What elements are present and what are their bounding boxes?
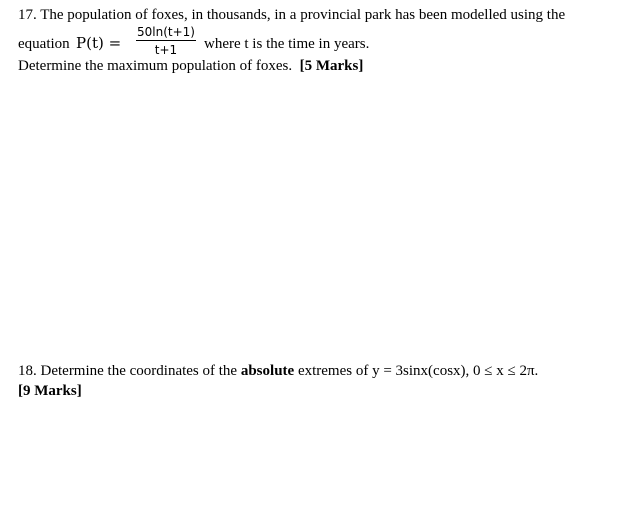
question-17-marks: [5 Marks]: [299, 58, 364, 74]
question-18-marks: [9 Marks]: [18, 383, 82, 399]
question-18-text-after: extremes of y = 3sinx(cosx), 0 ≤ x ≤ 2π.: [297, 363, 539, 379]
fraction-denominator: t+1: [154, 43, 178, 57]
question-17-task-text: Determine the maximum population of foxes.: [18, 58, 293, 74]
fraction-numerator: 50ln(t+1): [137, 25, 195, 39]
question-18-marks-line: [18, 382, 82, 400]
question-17-intro: [18, 6, 565, 24]
question-18-text-before: 18. Determine the coordinates of the: [18, 363, 238, 379]
fraction: [136, 25, 196, 57]
equation-suffix: where t is the time in years.: [204, 36, 370, 52]
question-18-bold-word: absolute: [240, 363, 295, 379]
function-lhs: P(t) =: [76, 34, 122, 52]
question-17-task: [18, 57, 363, 75]
question-18-text: [18, 362, 538, 380]
equation-label: equation: [18, 36, 70, 52]
question-17-line1-text: 17. The population of foxes, in thousands, in a provincial park has been modelled using the: [18, 7, 566, 23]
